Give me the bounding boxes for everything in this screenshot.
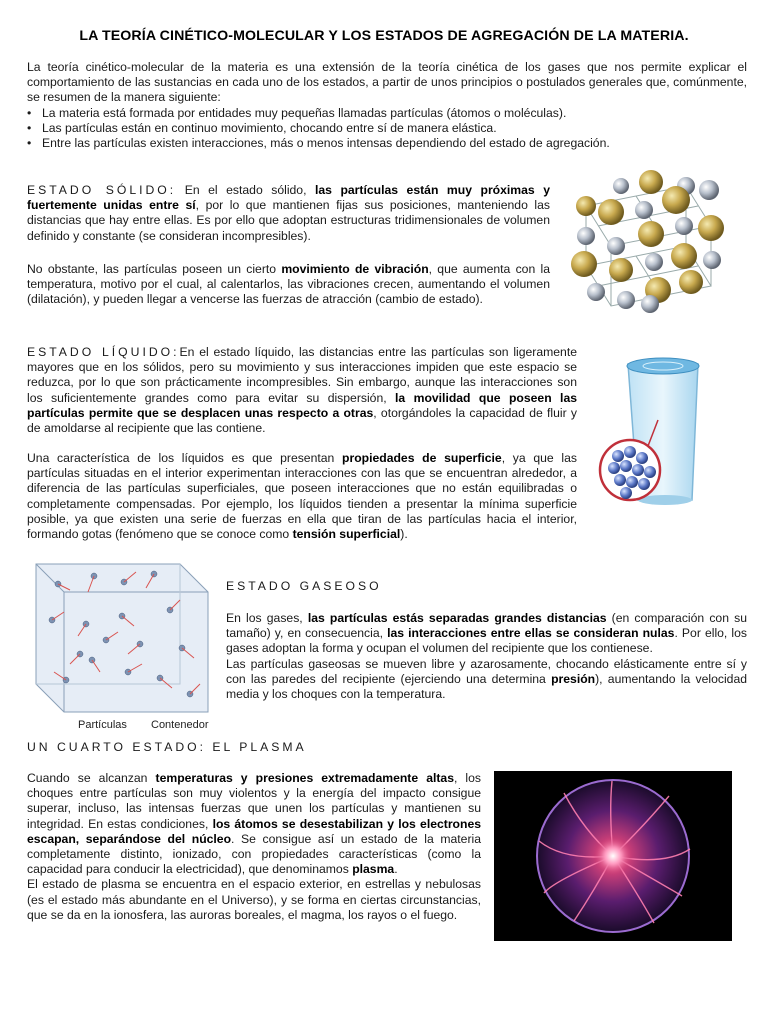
solid-paragraph-1: ESTADO SÓLIDO: En el estado sólido, las partículas están muy próximas y fuertemente unidas entre sí, por lo que mantienen fijas sus posiciones, manteniendo las distancias que hay entre ellas. Es por ello que adoptan estructuras tridimensionales de volumen definido y constante (se consideran incompresibles).: [27, 183, 550, 243]
intro-paragraph: La teoría cinético-molecular de la materia es una extensión de la teoría cinética de los gases que nos permite explicar el comportamiento de las sustancias en cada uno de los estados, a partir de unos principios o postulados generales que, comúnmente, se resumen de la manera siguiente:: [27, 60, 747, 105]
liquid-glass-image: [598, 350, 708, 510]
plasma-heading: UN CUARTO ESTADO: EL PLASMA: [27, 740, 307, 754]
plasma-ball-image: [494, 771, 732, 941]
solid-crystal-lattice-image: [566, 166, 726, 314]
gas-paragraph: En los gases, las partículas estás separadas grandes distancias (en comparación con su tamaño) y, en consecuencia, las interacciones entre ellas se consideran nulas. Por ello, los gases adoptan la forma y ocupan el volumen del recipiente que los contienese. Las partículas gaseosas se mueven libre y azarosamente, chocando elásticamente entre sí y con las paredes del recipiente (ejerciendo una determina presión), aumentando la velocidad media y los choques con la temperatura.: [226, 611, 747, 702]
liquid-paragraph-1: ESTADO LÍQUIDO:En el estado líquido, las distancias entre las partículas son ligeramente mayores que en los sólidos, pero su movimiento y sus interacciones impiden que este espacio se reduzca, por lo que son prácticamente incompresibles. Sin embargo, aunque las interacciones son los suficientemente grandes como para evitar su dispersión, la movilidad que poseen las partículas permite que se desplacen unas respecto a otras, otorgándoles la capacidad de fluir y de amoldarse al recipiente que las contiene.: [27, 345, 577, 436]
liquid-heading: ESTADO LÍQUIDO:: [27, 345, 180, 359]
solid-paragraph-2: No obstante, las partículas poseen un cierto movimiento de vibración, que aumenta con la temperatura, motivo por el cual, al calentarlos, las vibraciones crecen, aumentando el volumen (dilatación), y pueden llegar a vencerse las fuerzas de atracción (cambio de estado).: [27, 262, 550, 307]
liquid-paragraph-2: Una característica de los líquidos es que presentan propiedades de superficie, ya que las partículas situadas en el interior experimentan interacciones con las que se encuentran alrededor, a diferencia de las partículas superficiales, que poseen interacciones que no están equilibradas o completamente compensadas. Por ejemplo, los líquidos tienden a presentar la mínima superficie posible, ya que existen una serie de fuerzas en ella que tiran de las partículas hacia el interior, formando gotas (fenómeno que se conoce como tensión superficial).: [27, 451, 577, 542]
list-item: • La materia está formada por entidades muy pequeñas llamadas partículas (átomos o moléculas).: [27, 106, 747, 121]
particles-caption: Partículas: [78, 719, 127, 731]
plasma-paragraph: Cuando se alcanzan temperaturas y presiones extremadamente altas, los choques entre partículas son muy violentos y la energía del impacto consigue superar, incluso, las intensas fuerzas que unen los partículas y mantienen su integridad. En estas condiciones, los átomos se desestabilizan y los electrones escapan, separándose del núcleo. Se consigue así un estado de la materia completamente distinto, ionizado, con propiedades características (como la capacidad para conducir la electricidad), que denominamos plasma. El estado de plasma se encuentra en el espacio exterior, en estrellas y nebulosas (es el estado más abundante en el Universo), y se forma en ciertas circunstancias, que se da en la ionosfera, las auroras boreales, el magma, los rayos o el fuego.: [27, 771, 482, 922]
solid-heading: ESTADO SÓLIDO:: [27, 183, 177, 197]
list-item: • Las partículas están en continuo movimiento, chocando entre sí de manera elástica.: [27, 121, 747, 136]
list-item: • Entre las partículas existen interacciones, más o menos intensas dependiendo del estado de agregación.: [27, 136, 747, 151]
gas-heading: ESTADO GASEOSO: [226, 579, 382, 593]
gas-container-image: [30, 560, 215, 735]
page-title: LA TEORÍA CINÉTICO-MOLECULAR Y LOS ESTADOS DE AGREGACIÓN DE LA MATERIA.: [79, 28, 689, 44]
postulates-list: [27, 106, 747, 152]
container-caption: Contenedor: [151, 719, 209, 731]
